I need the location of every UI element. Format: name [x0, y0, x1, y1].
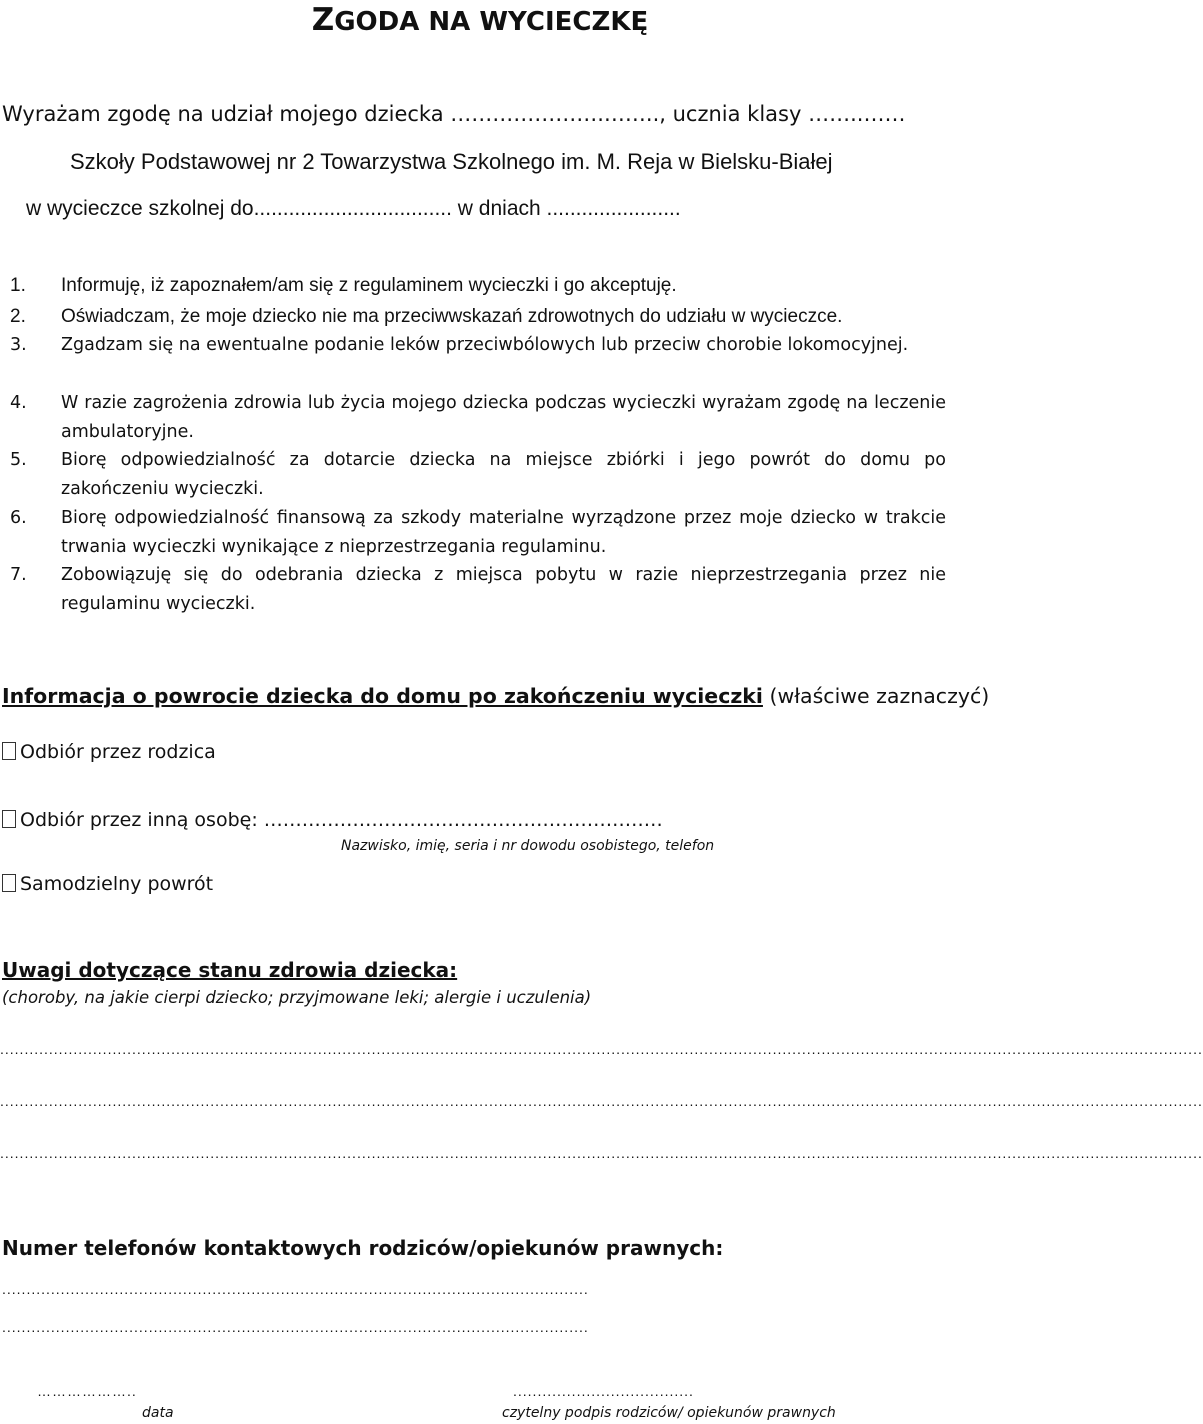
date-field[interactable]: ………………..: [37, 1383, 137, 1399]
health-line-3[interactable]: [0, 1145, 960, 1161]
item-text: Informuję, iż zapoznałem/am się z regulaminem wycieczki i go akceptuję.: [61, 275, 677, 296]
item-number: 3.: [10, 335, 27, 355]
item-text: Zobowiązuję się do odebrania dziecka z miejsca pobytu w razie nieprzestrzegania przez nie regulaminu wycieczki.: [61, 565, 946, 614]
option-other-person[interactable]: [2, 809, 663, 831]
page-title: [0, 2, 960, 38]
item-text: Biorę odpowiedzialność za dotarcie dziecka na miejsce zbiórki i jego powrót do domu po zakończeniu wycieczki.: [61, 450, 946, 499]
signature-label: czytelny podpis rodziców/ opiekunów prawnych: [502, 1405, 836, 1421]
item-text: Biorę odpowiedzialność finansową za szkody materialne wyrządzone przez moje dziecko w trakcie trwania wycieczki wynikające z nieprzestrzegania regulaminu.: [61, 508, 946, 557]
date-label: data: [142, 1405, 174, 1421]
checkbox-other-person[interactable]: [2, 810, 16, 828]
item-number: 2.: [10, 306, 26, 327]
phone-line-2[interactable]: [2, 1319, 292, 1335]
item-number: 6.: [10, 508, 27, 528]
item-number: 7.: [10, 565, 27, 585]
item-text: Zgadzam się na ewentualne podanie leków przeciwbólowych lub przeciw chorobie lokomocyjnej.: [61, 335, 909, 355]
return-info-heading-note: (właściwe zaznaczyć): [769, 684, 990, 708]
health-heading: Uwagi dotyczące stanu zdrowia dziecka:: [2, 958, 458, 982]
return-info-heading: [2, 684, 989, 708]
health-line-2[interactable]: [0, 1093, 960, 1109]
checkbox-parent-pickup[interactable]: [2, 742, 16, 760]
intro-line-3: w wycieczce szkolnej do.................................. w dniach .......................: [26, 197, 681, 220]
health-subheading: (choroby, na jakie cierpi dziecko; przyjmowane leki; alergie i uczulenia): [2, 988, 592, 1007]
option-parent-pickup[interactable]: [2, 741, 216, 763]
item-number: 4.: [10, 393, 27, 413]
health-line-1[interactable]: [0, 1041, 960, 1057]
title-first-letter: Z: [311, 2, 335, 38]
phones-heading: Numer telefonów kontaktowych rodziców/opiekunów prawnych:: [2, 1236, 724, 1260]
item-text: Oświadczam, że moje dziecko nie ma przeciwwskazań zdrowotnych do udziału w wycieczce.: [61, 306, 843, 327]
item-text: W razie zagrożenia zdrowia lub życia mojego dziecka podczas wycieczki wyrażam zgodę na leczenie ambulatoryjne.: [61, 393, 946, 442]
signature-field[interactable]: .....................................: [513, 1383, 694, 1399]
intro-line-2: Szkoły Podstawowej nr 2 Towarzystwa Szkolnego im. M. Reja w Bielsku-Białej: [70, 149, 833, 174]
item-number: 5.: [10, 450, 27, 470]
option-label: Odbiór przez inną osobę: ………………………………………………………: [20, 809, 663, 831]
title-rest: GODA NA WYCIECZKĘ: [334, 7, 649, 37]
option-label: Odbiór przez rodzica: [20, 741, 216, 763]
option-other-person-hint: Nazwisko, imię, seria i nr dowodu osobistego, telefon: [341, 838, 715, 854]
phone-line-1[interactable]: [2, 1281, 292, 1297]
return-info-heading-bold: Informacja o powrocie dziecka do domu po zakończeniu wycieczki: [2, 684, 763, 708]
item-number: 1.: [10, 275, 26, 296]
option-label: Samodzielny powrót: [20, 873, 214, 895]
option-self-return[interactable]: [2, 873, 213, 895]
intro-line-1: Wyrażam zgodę na udział mojego dziecka ………………….…….., ucznia klasy ……..……: [2, 102, 906, 126]
checkbox-self-return[interactable]: [2, 874, 16, 892]
